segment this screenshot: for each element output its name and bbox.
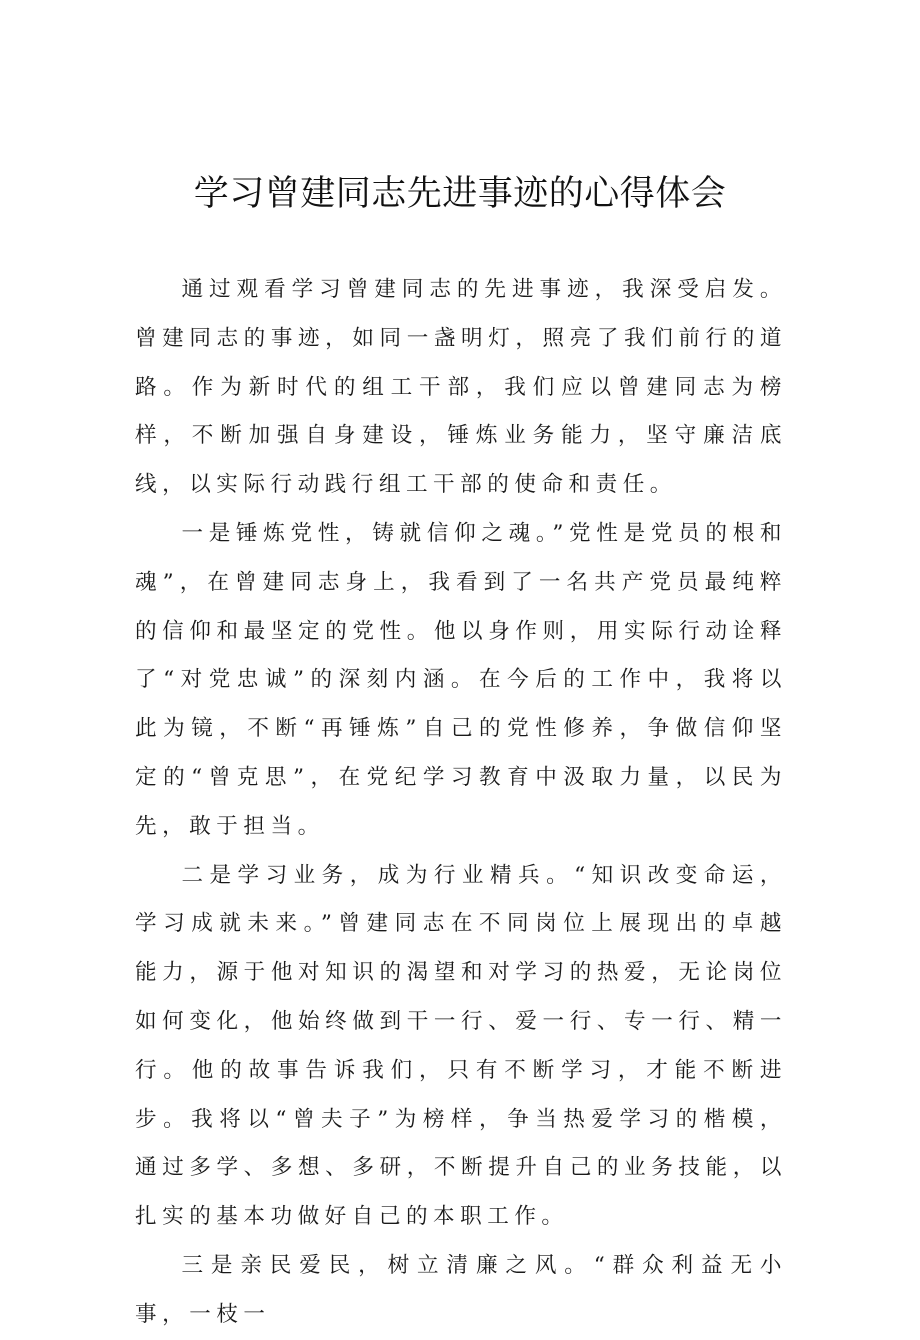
document-title: 学习曾建同志先进事迹的心得体会 (193, 174, 727, 214)
paragraph-intro: 通过观看学习曾建同志的先进事迹，我深受启发。曾建同志的事迹，如同一盏明灯，照亮了我们前行的道路。作为新时代的组工干部，我们应以曾建同志为榜样，不断加强自身建设，锤炼业务能力，坚守廉洁底线，以实际行动践行组工干部的使命和责任。 (135, 277, 787, 498)
paragraph-party-spirit: 一是锤炼党性，铸就信仰之魂。”党性是党员的根和魂”，在曾建同志身上，我看到了一名共产党员最纯粹的信仰和最坚定的党性。他以身作则，用实际行动诠释了“对党忠诚”的深刻内涵。在今后的工作中，我将以此为镜，不断“再锤炼”自己的党性修养，争做信仰坚定的“曾克思”，在党纪学习教育中汲取力量，以民为先，敢于担当。 (135, 520, 787, 839)
document-body (135, 266, 787, 1340)
paragraph-close-to-people: 三是亲民爱民，树立清廉之风。“群众利益无小事，一枝一 (135, 1252, 787, 1327)
paragraph-study-business: 二是学习业务，成为行业精兵。“知识改变命运，学习成就未来。”曾建同志在不同岗位上展现出的卓越能力，源于他对知识的渴望和对学习的热爱，无论岗位如何变化，他始终做到干一行、爱一行、专一行、精一行。他的故事告诉我们，只有不断学习，才能不断进步。我将以“曾夫子”为榜样，争当热爱学习的楷模，通过多学、多想、多研，不断提升自己的业务技能，以扎实的基本功做好自己的本职工作。 (135, 862, 787, 1230)
